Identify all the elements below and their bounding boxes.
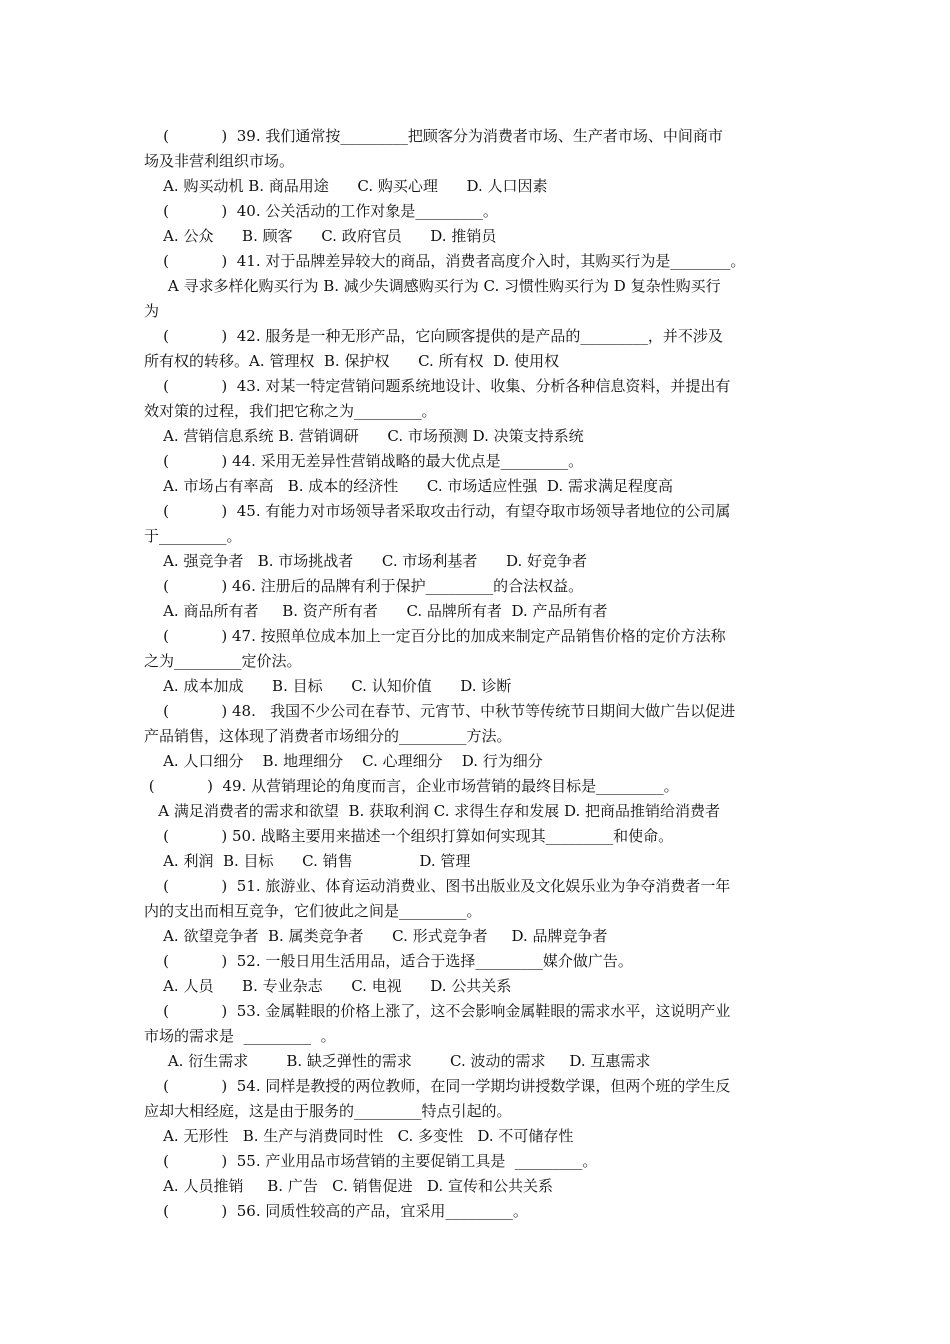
q45-stem-line1: ( ) 45. 有能力对市场领导者采取攻击行动，有望夺取市场领导者地位的公司属 bbox=[144, 502, 731, 520]
q52-stem: ( ) 52. 一般日用生活用品，适合于选择_________媒介做广告。 bbox=[144, 952, 633, 970]
q53-stem-line1: ( ) 53. 金属鞋眼的价格上涨了，这不会影响金属鞋眼的需求水平，这说明产业 bbox=[144, 1002, 731, 1020]
q53-stem-line2: 市场的需求是 _________ 。 bbox=[144, 1027, 336, 1045]
q54-stem-line2: 应却大相经庭，这是由于服务的_________特点引起的。 bbox=[144, 1102, 512, 1120]
q48-stem-line2: 产品销售，这体现了消费者市场细分的_________方法。 bbox=[144, 727, 512, 745]
q46-options: A. 商品所有者 B. 资产所有者 C. 品牌所有者 D. 产品所有者 bbox=[144, 602, 608, 620]
q40-stem: ( ) 40. 公关活动的工作对象是_________。 bbox=[144, 202, 498, 220]
q47-stem-line1: ( ) 47. 按照单位成本加上一定百分比的加成来制定产品销售价格的定价方法称 bbox=[144, 627, 726, 645]
q41-options-line2: 为 bbox=[144, 302, 160, 320]
q49-stem: ( ) 49. 从营销理论的角度而言，企业市场营销的最终目标是_________。 bbox=[144, 777, 679, 795]
q39-options: A. 购买动机 B. 商品用途 C. 购买心理 D. 人口因素 bbox=[144, 177, 548, 195]
q45-options: A. 强竞争者 B. 市场挑战者 C. 市场利基者 D. 好竞争者 bbox=[144, 552, 588, 570]
q53-options: A. 衍生需求 B. 缺乏弹性的需求 C. 波动的需求 D. 互惠需求 bbox=[144, 1052, 651, 1070]
q44-stem: ( ) 44. 采用无差异性营销战略的最大优点是_________。 bbox=[144, 452, 584, 470]
q41-options-line1: A 寻求多样化购买行为 B. 减少失调感购买行为 C. 习惯性购买行为 D 复杂性购买行 bbox=[144, 277, 721, 295]
q51-stem-line2: 内的支出而相互竞争，它们彼此之间是_________。 bbox=[144, 902, 482, 920]
q46-stem: ( ) 46. 注册后的品牌有利于保护_________的合法权益。 bbox=[144, 577, 584, 595]
q51-stem-line1: ( ) 51. 旅游业、体育运动消费业、图书出版业及文化娱乐业为争夺消费者一年 bbox=[144, 877, 731, 895]
q54-options: A. 无形性 B. 生产与消费同时性 C. 多变性 D. 不可储存性 bbox=[144, 1127, 574, 1145]
q50-stem: ( ) 50. 战略主要用来描述一个组织打算如何实现其_________和使命。 bbox=[144, 827, 674, 845]
q55-stem: ( ) 55. 产业用品市场营销的主要促销工具是 _________。 bbox=[144, 1152, 598, 1170]
q43-stem-line1: ( ) 43. 对某一特定营销问题系统地设计、收集、分析各种信息资料，并提出有 bbox=[144, 377, 731, 395]
q47-stem-line2: 之为_________定价法。 bbox=[144, 652, 302, 670]
q41-stem: ( ) 41. 对于品牌差异较大的商品，消费者高度介入时，其购买行为是________。 bbox=[144, 252, 746, 270]
q44-options: A. 市场占有率高 B. 成本的经济性 C. 市场适应性强 D. 需求满足程度高 bbox=[144, 477, 673, 495]
q50-options: A. 利润 B. 目标 C. 销售 D. 管理 bbox=[144, 852, 471, 870]
q40-options: A. 公众 B. 顾客 C. 政府官员 D. 推销员 bbox=[144, 227, 497, 245]
q39-stem-line2: 场及非营利组织市场。 bbox=[144, 152, 295, 170]
q52-options: A. 人员 B. 专业杂志 C. 电视 D. 公共关系 bbox=[144, 977, 512, 995]
q42-stem-line2: 所有权的转移。A. 管理权 B. 保护权 C. 所有权 D. 使用权 bbox=[144, 352, 560, 370]
q48-options: A. 人口细分 B. 地理细分 C. 心理细分 D. 行为细分 bbox=[144, 752, 543, 770]
q48-stem-line1: ( ) 48. 我国不少公司在春节、元宵节、中秋节等传统节日期间大做广告以促进 bbox=[144, 702, 736, 720]
q49-options: A 满足消费者的需求和欲望 B. 获取利润 C. 求得生存和发展 D. 把商品推销给消费者 bbox=[144, 802, 721, 820]
q56-stem: ( ) 56. 同质性较高的产品，宜采用_________。 bbox=[144, 1202, 528, 1220]
q43-options: A. 营销信息系统 B. 营销调研 C. 市场预测 D. 决策支持系统 bbox=[144, 427, 584, 445]
q39-stem-line1: ( ) 39. 我们通常按_________把顾客分为消费者市场、生产者市场、中间商市 bbox=[144, 127, 723, 145]
q51-options: A. 欲望竞争者 B. 属类竞争者 C. 形式竞争者 D. 品牌竞争者 bbox=[144, 927, 608, 945]
q43-stem-line2: 效对策的过程，我们把它称之为_________。 bbox=[144, 402, 437, 420]
q42-stem-line1: ( ) 42. 服务是一种无形产品，它向顾客提供的是产品的_________，并不涉及 bbox=[144, 327, 723, 345]
q55-options: A. 人员推销 B. 广告 C. 销售促进 D. 宣传和公共关系 bbox=[144, 1177, 553, 1195]
q47-options: A. 成本加成 B. 目标 C. 认知价值 D. 诊断 bbox=[144, 677, 512, 695]
q54-stem-line1: ( ) 54. 同样是教授的两位教师，在同一学期均讲授数学课，但两个班的学生反 bbox=[144, 1077, 731, 1095]
q45-stem-line2: 于_________。 bbox=[144, 527, 242, 545]
